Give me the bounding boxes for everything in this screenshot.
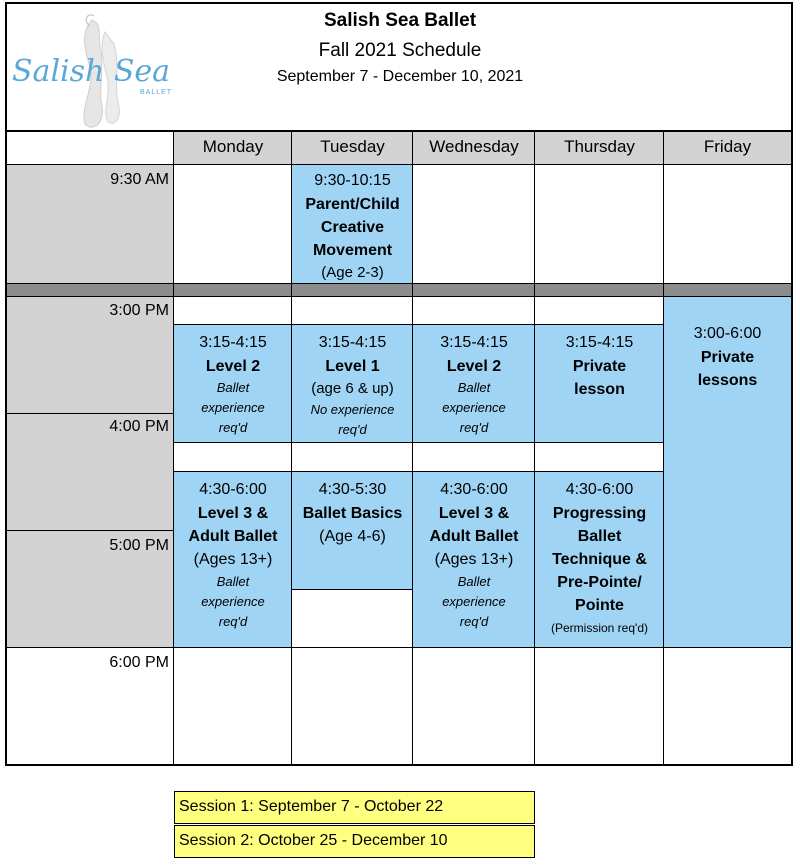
vline-0 bbox=[173, 130, 174, 766]
session-1: Session 1: September 7 - October 22 bbox=[174, 791, 535, 824]
class-time: 3:15-4:15 bbox=[440, 334, 508, 351]
time-label-400 bbox=[7, 414, 174, 531]
time-label-300 bbox=[7, 296, 174, 414]
time-label-930 bbox=[7, 165, 174, 283]
hline-day bbox=[7, 164, 791, 165]
class-wed-level3 bbox=[413, 472, 535, 648]
class-age: (age 6 & up) bbox=[311, 380, 394, 397]
day-header-thursday: Thursday bbox=[535, 132, 664, 165]
break-band bbox=[7, 283, 791, 296]
vline-1 bbox=[291, 130, 292, 766]
class-note: Ballet experience req'd bbox=[201, 380, 265, 435]
time-300-text: 3:00 PM bbox=[109, 302, 169, 319]
class-time: 4:30-5:30 bbox=[318, 481, 387, 498]
class-name: Level 2 bbox=[205, 358, 261, 375]
class-mon-level3 bbox=[174, 472, 292, 648]
class-thu-private bbox=[535, 325, 664, 442]
hline-4-30 bbox=[174, 471, 664, 472]
class-note: Ballet experience req'd bbox=[201, 574, 265, 629]
schedule-dates: September 7 - December 10, 2021 bbox=[276, 68, 524, 85]
class-time: 4:30-6:00 bbox=[565, 481, 634, 498]
page-title: Salish Sea Ballet bbox=[323, 10, 477, 31]
hline-5-30 bbox=[292, 589, 413, 590]
class-parent-child bbox=[292, 165, 413, 283]
hline-morning bbox=[7, 283, 791, 284]
class-age: (Age 4-6) bbox=[319, 528, 386, 545]
class-time: 9:30-10:15 bbox=[314, 172, 391, 189]
hline-6-00 bbox=[7, 647, 791, 648]
class-name: Level 2 bbox=[446, 358, 502, 375]
class-name: Level 1 bbox=[325, 358, 380, 375]
day-header-tuesday: Tuesday bbox=[292, 132, 413, 165]
class-time: 3:15-4:15 bbox=[199, 334, 267, 351]
class-mon-level2 bbox=[174, 325, 292, 442]
class-wed-level2 bbox=[413, 325, 535, 442]
hline-3-15 bbox=[174, 324, 664, 325]
class-time: 4:30-6:00 bbox=[199, 481, 267, 498]
time-label-500 bbox=[7, 531, 174, 648]
class-time: 3:15-4:15 bbox=[318, 334, 387, 351]
vline-3 bbox=[534, 130, 535, 766]
logo-text: Salish Sea bbox=[12, 54, 171, 89]
time-500-text: 5:00 PM bbox=[109, 537, 169, 554]
class-age: (Age 2-3) bbox=[321, 264, 384, 281]
time-label-600 bbox=[7, 648, 174, 764]
class-name: Parent/Child Creative Movement bbox=[305, 196, 400, 259]
vline-4 bbox=[663, 130, 664, 766]
class-tue-level1 bbox=[292, 325, 413, 442]
class-age: (Ages 13+) bbox=[193, 551, 273, 568]
day-header-monday: Monday bbox=[174, 132, 292, 165]
vline-2 bbox=[412, 130, 413, 766]
class-time: 4:30-6:00 bbox=[440, 481, 508, 498]
class-note: Ballet experience req'd bbox=[442, 574, 506, 629]
hline-afternoon bbox=[7, 296, 791, 297]
time-600-text: 6:00 PM bbox=[109, 654, 169, 671]
class-note: No experience req'd bbox=[310, 402, 395, 437]
class-name: Private lessons bbox=[697, 349, 758, 389]
class-name: Level 3 & Adult Ballet bbox=[429, 505, 519, 545]
schedule-subtitle: Fall 2021 Schedule bbox=[318, 40, 482, 61]
class-name: Ballet Basics bbox=[302, 505, 403, 522]
hline-4-00 bbox=[7, 413, 174, 414]
time-400-text: 4:00 PM bbox=[109, 418, 169, 435]
class-time: 3:00-6:00 bbox=[693, 325, 762, 342]
hline-4-15 bbox=[174, 442, 664, 443]
time-930-text: 9:30 AM bbox=[110, 171, 169, 188]
day-header-wednesday: Wednesday bbox=[413, 132, 535, 165]
class-note: Ballet experience req'd bbox=[442, 380, 506, 435]
class-time: 3:15-4:15 bbox=[565, 334, 634, 351]
class-fri-private bbox=[664, 296, 791, 648]
logo-small-text: BALLET bbox=[140, 89, 173, 96]
class-name: Progressing Ballet Technique & Pre-Pointe/ Pointe bbox=[552, 505, 647, 614]
class-thu-pbt bbox=[535, 472, 664, 648]
class-note: (Permission req'd) bbox=[551, 621, 648, 635]
class-name: Level 3 & Adult Ballet bbox=[188, 505, 278, 545]
session-2: Session 2: October 25 - December 10 bbox=[174, 825, 535, 858]
day-header-friday: Friday bbox=[664, 132, 791, 165]
hline-5-00 bbox=[7, 530, 174, 531]
class-tue-basics bbox=[292, 472, 413, 589]
class-age: (Ages 13+) bbox=[434, 551, 514, 568]
class-name: Private lesson bbox=[572, 358, 627, 398]
